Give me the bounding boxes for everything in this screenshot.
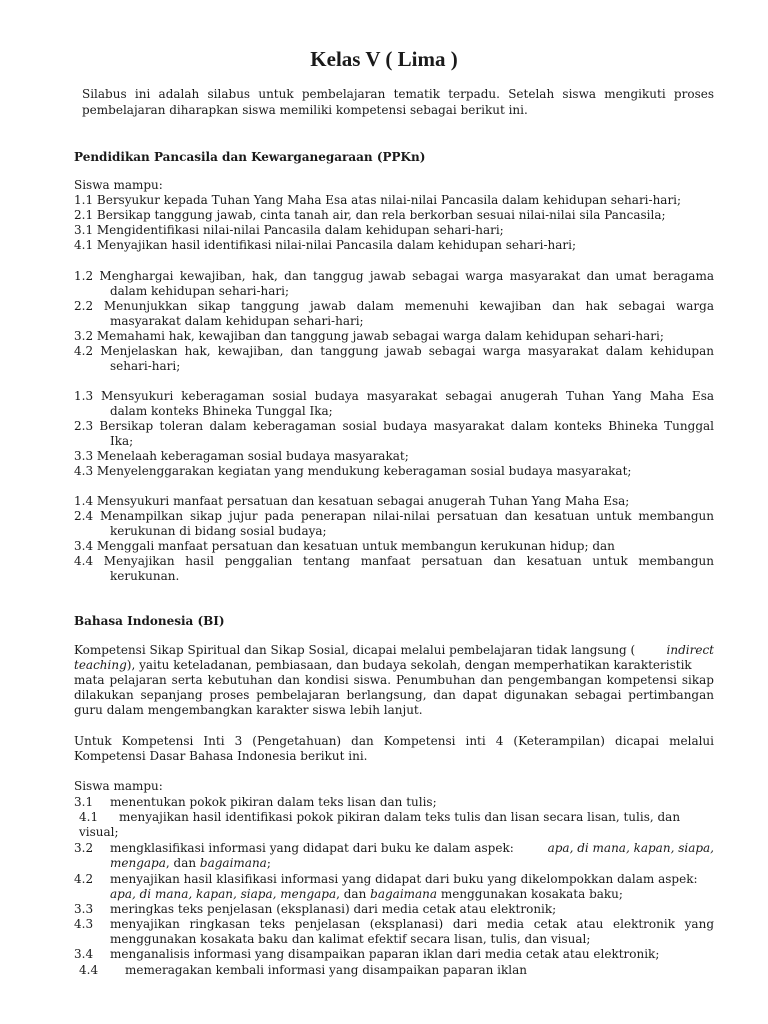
item-text-cont: menggunakan kosakata baku dan kalimat efektif secara lisan, tulis, dan visual; (110, 932, 591, 946)
paragraph-line (74, 643, 714, 658)
section-heading-bi: Bahasa Indonesia (BI) (74, 614, 225, 628)
siswa-mampu-label: Siswa mampu: (74, 178, 163, 192)
competency-line: 4.4 Menyajikan hasil penggalian tentang manfaat persatuan dan kesatuan untuk membangun (74, 554, 714, 568)
item-text: meringkas teks penjelasan (eksplanasi) dari media cetak atau elektronik; (110, 902, 557, 916)
competency-line: 2.3 Bersikap toleran dalam keberagaman sosial budaya masyarakat dalam konteks Bhineka Tunggal (74, 419, 714, 433)
paragraph-line: Untuk Kompetensi Inti 3 (Pengetahuan) dan Kompetensi inti 4 (Keterampilan) dicapai melalui (74, 734, 714, 748)
competency-line: 4.2 Menjelaskan hak, kewajiban, dan tanggung jawab sebagai warga masyarakat dalam kehidupan (74, 344, 714, 358)
competency-line: 1.1 Bersyukur kepada Tuhan Yang Maha Esa atas nilai-nilai Pancasila dalam kehidupan sehari-hari; (74, 193, 682, 207)
competency-line-cont: masyarakat dalam kehidupan sehari-hari; (110, 314, 364, 328)
text-run: ), yaitu keteladanan, pembiasaan, dan budaya sekolah, dengan memperhatikan karakteristik (126, 658, 692, 672)
item-number: 4.2 (74, 872, 94, 886)
paragraph-line: guru dalam mengembangkan karakter siswa lebih lanjut. (74, 703, 423, 717)
competency-line: 2.1 Bersikap tanggung jawab, cinta tanah air, dan rela berkorban sesuai nilai-nilai sila Pancasila; (74, 208, 666, 222)
item-text (110, 841, 714, 856)
text-run-italic: indirect (666, 643, 714, 657)
competency-line: 3.4 Menggali manfaat persatuan dan kesatuan untuk membangun kerukunan hidup; dan (74, 539, 615, 553)
competency-line-cont: Ika; (110, 434, 134, 448)
competency-line-cont: kerukunan di bidang sosial budaya; (110, 524, 327, 538)
item-text: menyajikan hasil identifikasi pokok pikiran dalam teks tulis dan lisan secara lisan, tulis, dan (119, 810, 681, 824)
text-run-italic: teaching (74, 658, 127, 672)
competency-line-cont: kerukunan. (110, 569, 180, 583)
item-number: 3.3 (74, 902, 94, 916)
item-text: menentukan pokok pikiran dalam teks lisan dan tulis; (110, 795, 437, 809)
competency-line: 2.4 Menampilkan sikap jujur pada penerapan nilai-nilai persatuan dan kesatuan untuk membangun (74, 509, 714, 523)
item-number: 4.4 (79, 963, 99, 977)
intro-line: pembelajaran diharapkan siswa memiliki kompetensi sebagai berikut ini. (82, 103, 528, 117)
item-number: 3.2 (74, 841, 94, 855)
item-number: 3.1 (74, 795, 94, 809)
section-heading-ppkn: Pendidikan Pancasila dan Kewarganegaraan (PPKn) (74, 150, 426, 164)
competency-line: 3.3 Menelaah keberagaman sosial budaya masyarakat; (74, 449, 409, 463)
text-run: menggunakan kosakata baku; (437, 887, 623, 901)
competency-line: 1.3 Mensyukuri keberagaman sosial budaya masyarakat sebagai anugerah Tuhan Yang Maha Esa (74, 389, 714, 403)
competency-line-cont: dalam kehidupan sehari-hari; (110, 284, 290, 298)
text-run-italic: bagaimana (370, 887, 438, 901)
competency-line-cont: sehari-hari; (110, 359, 181, 373)
item-text-cont: visual; (79, 825, 119, 839)
competency-line-cont: dalam konteks Bhineka Tunggal Ika; (110, 404, 333, 418)
item-number: 4.1 (79, 810, 99, 824)
text-run: , dan (165, 856, 200, 870)
text-run-italic: bagaimana (199, 856, 267, 870)
competency-line: 1.4 Mensyukuri manfaat persatuan dan kesatuan sebagai anugerah Tuhan Yang Maha Esa; (74, 494, 630, 508)
item-text: menyajikan hasil klasifikasi informasi yang didapat dari buku yang dikelompokkan dalam aspek: (110, 872, 698, 886)
competency-line: 4.3 Menyelenggarakan kegiatan yang mendukung keberagaman sosial budaya masyarakat; (74, 464, 632, 478)
item-text-cont (110, 856, 271, 871)
competency-line: 1.2 Menghargai kewajiban, hak, dan tanggug jawab sebagai warga masyarakat dan umat beragama (74, 269, 714, 283)
item-number: 4.3 (74, 917, 94, 931)
item-number: 3.4 (74, 947, 94, 961)
paragraph-line: Kompetensi Dasar Bahasa Indonesia berikut ini. (74, 749, 368, 763)
text-run: , dan (336, 887, 371, 901)
competency-line: 4.1 Menyajikan hasil identifikasi nilai-nilai Pancasila dalam kehidupan sehari-hari; (74, 238, 577, 252)
paragraph-line (74, 658, 714, 673)
item-text: menyajikan ringkasan teks penjelasan (eksplanasi) dari media cetak atau elektronik yang (110, 917, 714, 931)
text-run: mengklasifikasi informasi yang didapat dari buku ke dalam aspek: (110, 841, 514, 855)
competency-line: 3.1 Mengidentifikasi nilai-nilai Pancasila dalam kehidupan sehari-hari; (74, 223, 504, 237)
competency-line: 2.2 Menunjukkan sikap tanggung jawab dalam memenuhi kewajiban dan hak sebagai warga (74, 299, 714, 313)
item-text: memeragakan kembali informasi yang disampaikan paparan iklan (125, 963, 527, 977)
text-run: ; (266, 856, 271, 870)
text-run: Kompetensi Sikap Spiritual dan Sikap Sosial, dicapai melalui pembelajaran tidak langsung ( (74, 643, 636, 657)
intro-line: Silabus ini adalah silabus untuk pembelajaran tematik terpadu. Setelah siswa mengikuti proses (82, 87, 714, 101)
page-title: Kelas V ( Lima ) (310, 47, 458, 71)
text-run-italic: mengapa (110, 856, 166, 870)
siswa-mampu-label: Siswa mampu: (74, 779, 163, 793)
text-run-italic: apa, di mana, kapan, siapa, mengapa (110, 887, 337, 901)
item-text: menganalisis informasi yang disampaikan paparan iklan dari media cetak atau elektronik; (110, 947, 660, 961)
competency-line: 3.2 Memahami hak, kewajiban dan tanggung jawab sebagai warga dalam kehidupan sehari-hari; (74, 329, 664, 343)
paragraph-line: mata pelajaran serta kebutuhan dan kondisi siswa. Penumbuhan dan pengembangan kompetensi sikap (74, 673, 714, 687)
item-text-cont (110, 887, 623, 902)
text-run-italic: apa, di mana, kapan, siapa, (547, 841, 714, 855)
paragraph-line: dilakukan sepanjang proses pembelajaran berlangsung, dan dapat digunakan sebagai pertimbangan (74, 688, 714, 702)
